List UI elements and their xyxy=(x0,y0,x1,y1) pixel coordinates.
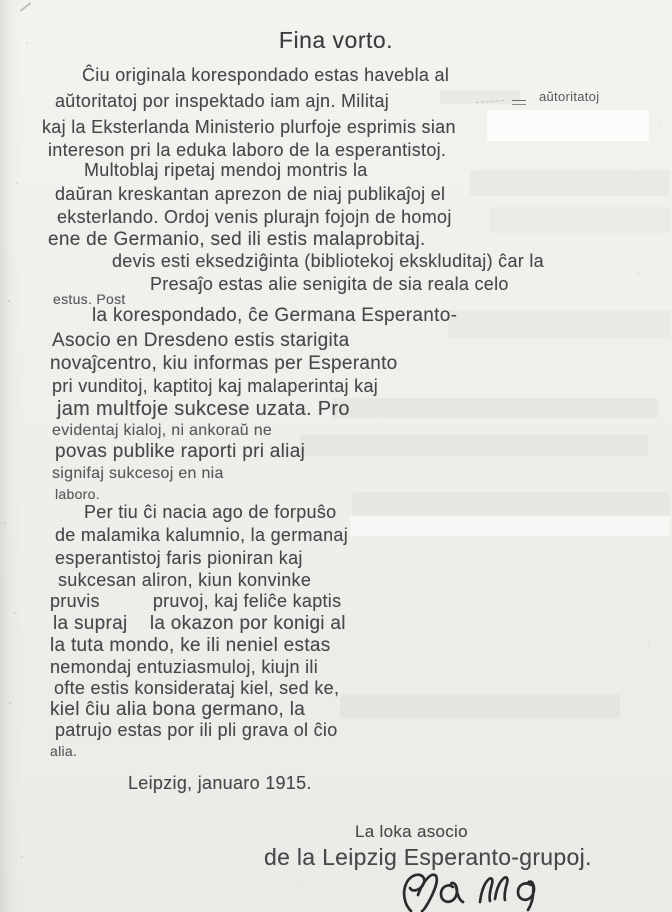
text-line: aŭtoritatoj por inspektado iam ajn. Militaj xyxy=(55,91,390,111)
text-line: laboro. xyxy=(55,486,100,502)
text-line: Ĉiu originala korespondado estas havebla al xyxy=(82,65,450,85)
text-line: patrujo estas por ili pli grava ol ĉio xyxy=(55,720,338,740)
corner-mark xyxy=(20,2,31,12)
signature-stroke xyxy=(418,875,437,911)
text-line: eksterlando. Ordoj venis plurajn fojojn de homoj xyxy=(57,207,452,227)
text-line: ofte estis konsiderataj kiel, sed ke, xyxy=(54,678,340,698)
text-line: sukcesan aliron, kiun konvinke xyxy=(58,570,312,590)
text-line: estus. Post xyxy=(53,291,126,307)
signature-stroke xyxy=(480,877,507,902)
text-line: evidentaj kialoj, ni ankoraŭ ne xyxy=(52,422,273,439)
text-line: kiel ĉiu alia bona germano, la xyxy=(50,699,306,720)
text-line: Per tiu ĉi nacia ago de forpuŝo xyxy=(84,502,337,522)
margin-dash: — xyxy=(512,91,526,107)
text-line: la korespondado, ĉe Germana Esperanto- xyxy=(92,305,458,326)
redaction-box xyxy=(487,110,649,141)
paper-specks xyxy=(0,0,2,2)
text-line: alia. xyxy=(50,743,78,759)
document-title: Fina vorto. xyxy=(278,27,394,53)
signature xyxy=(398,869,568,912)
text-line: nemondaj entuziasmuloj, kiujn ili xyxy=(50,657,319,677)
text-line: jam multfoje sukcese uzata. Pro xyxy=(57,398,350,420)
text-line: Multoblaj ripetaj mendoj montris la xyxy=(84,160,368,180)
text-line: esperantistoj faris pioniran kaj xyxy=(55,548,303,568)
signature-stroke xyxy=(441,883,463,902)
erasure-smudge xyxy=(470,170,670,196)
text-line: daŭran kreskantan aprezon de niaj publikaĵoj el xyxy=(55,184,446,204)
text-line: signifaj sukcesoj en nia xyxy=(52,465,224,482)
pencil-scribble xyxy=(476,100,504,107)
erasure-smudge xyxy=(490,207,670,233)
text-line: povas publike raporti pri aliaj xyxy=(55,441,306,462)
text-line: de malamika kalumnio, la germanaj xyxy=(55,525,349,545)
erasure-smudge xyxy=(340,694,620,718)
closing-line-2: de la Leipzig Esperanto-grupoj. xyxy=(264,844,592,870)
signature-stroke xyxy=(518,882,534,910)
text-line: Asocio en Dresdeno estis starigita xyxy=(52,330,350,351)
text-line: la supraj la okazon por konigi al xyxy=(53,613,346,634)
dateline: Leipzig, januaro 1915. xyxy=(128,773,312,793)
text-line: ene de Germanio, sed ili estis malaprobitaj. xyxy=(48,229,426,250)
text-line: devis esti eksedziĝinta (bibliotekoj ekskluditaj) ĉar la xyxy=(112,251,544,271)
margin-note xyxy=(512,88,599,106)
erasure-smudge xyxy=(352,492,670,516)
erasure-smudge xyxy=(300,434,648,456)
text-line: intereson pri la eduka laboro de la esperantistoj. xyxy=(48,140,447,160)
text-line: pruvis pruvoj, kaj feliĉe kaptis xyxy=(50,591,342,611)
erasure-smudge xyxy=(350,516,670,536)
closing-line-1: La loka asocio xyxy=(355,822,468,841)
text-line: la tuta mondo, ke ili neniel estas xyxy=(50,635,331,656)
text-line: kaj la Eksterlanda Ministerio plurfoje esprimis sian xyxy=(42,117,456,137)
text-line: novaĵcentro, kiu informas per Esperanto xyxy=(50,353,398,374)
erasure-smudge xyxy=(332,398,658,418)
erasure-smudge xyxy=(448,310,670,338)
text-line: Presaĵo estas alie senigita de sia reala celo xyxy=(150,274,509,294)
text-line: pri vunditoj, kaptitoj kaj malaperintaj kaj xyxy=(52,376,379,396)
signature-stroke xyxy=(404,875,424,911)
margin-note-label: aŭtoritatoj xyxy=(539,89,600,104)
